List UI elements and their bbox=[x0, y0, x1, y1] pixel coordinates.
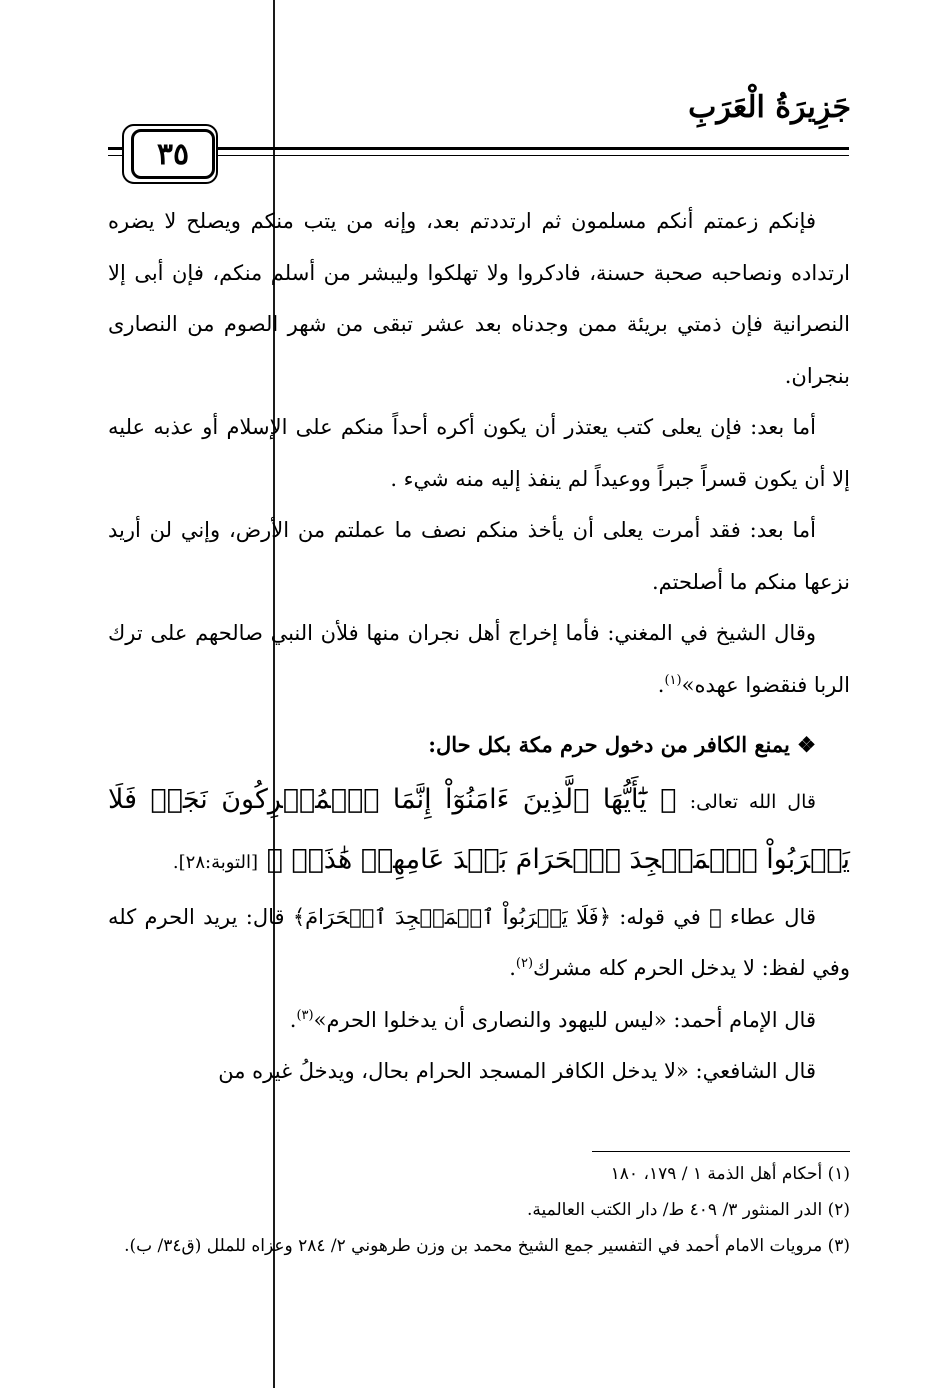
quran-verse: ﴿ يَٰٓأَيُّهَا ٱلَّذِينَ ءَامَنُوٓاْ إِنَّمَا ٱلۡمُشۡرِكُونَ نَجَسٞ فَلَا يَقۡرَبُواْ ٱلۡمَسۡجِدَ ٱلۡحَرَامَ بَعۡدَ عَامِهِمۡ هَٰذَاۚ ﴾ bbox=[108, 783, 850, 875]
footnote-ref: (٣) bbox=[296, 1007, 314, 1023]
footnote: (٢) الدر المنثور ٣/ ٤٠٩ ط/ دار الكتب العالمية. bbox=[527, 1200, 850, 1220]
footnote-separator bbox=[592, 1151, 850, 1152]
quran-intro: قال الله تعالى: bbox=[689, 790, 816, 813]
paragraph-text: قال الإمام أحمد: «ليس لليهود والنصارى أن يدخلوا الحرم» bbox=[313, 1007, 816, 1032]
paragraph: أما بعد: فقد أمرت يعلى أن يأخذ منكم نصف ما عملتم من الأرض، وإني لن أريد نزعها منكم ما أصلحتم. bbox=[108, 518, 850, 594]
paragraph-end: . bbox=[657, 672, 665, 697]
paragraph: قال الشافعي: «لا يدخل الكافر المسجد الحرام بحال، ويدخلُ غيره من bbox=[218, 1059, 816, 1083]
header-rule-thick bbox=[216, 147, 849, 150]
paragraph-end: . bbox=[509, 956, 516, 980]
book-title: جَزِيرَةُ الْعَرَبِ bbox=[688, 90, 851, 125]
header-rule-left-thick bbox=[108, 147, 122, 150]
paragraph: أما بعد: فإن يعلى كتب يعتذر أن يكون أكره أحداً منكم على الإسلام أو عذبه عليه إلا أن يكون قسراً جبراً ووعيداً لم ينفذ إليه منه شيء . bbox=[108, 415, 850, 491]
paragraph bbox=[108, 892, 850, 995]
paragraph-end: . bbox=[289, 1007, 297, 1032]
paragraph-text: قال عطاء ﷺ في قوله: ﴿فَلَا يَقۡرَبُواْ ٱلۡمَسۡجِدَ ٱلۡحَرَامَ﴾ قال: يريد الحرم كله وفي لفظ: لا يدخل الحرم كله مشرك bbox=[108, 904, 850, 980]
quran-reference: [التوبة:٢٨]. bbox=[172, 851, 258, 873]
paragraph bbox=[108, 608, 850, 711]
header-rule-thin bbox=[216, 155, 849, 156]
section-heading: ❖ يمنع الكافر من دخول حرم مكة بكل حال: bbox=[428, 732, 816, 757]
paragraph bbox=[108, 995, 850, 1047]
quran-verse-paragraph bbox=[108, 771, 850, 892]
header-rule-left-thin bbox=[108, 155, 122, 156]
footnote: (١) أحكام أهل الذمة ١ / ١٧٩، ١٨٠ bbox=[610, 1164, 850, 1184]
footnote-ref: (١) bbox=[664, 672, 682, 688]
main-text bbox=[108, 196, 850, 1098]
footnote: (٣) مرويات الامام أحمد في التفسير جمع الشيخ محمد بن وزن طرهوني ٢/ ٢٨٤ وعزاه للملل (ق٣٤/ ب). bbox=[124, 1236, 850, 1256]
footnote-ref: (٢) bbox=[515, 956, 534, 971]
page-number: ٣٥ bbox=[131, 129, 215, 179]
footnotes bbox=[108, 1156, 850, 1264]
paragraph: فإنكم زعمتم أنكم مسلمون ثم ارتددتم بعد، وإنه من يتب منكم ويصلح لا يضره ارتداده ونصاحبه صحبة حسنة، فادكروا ولا تهلكوا وليبشر من أسلم منكم، فإن أبى إلا النصرانية فإن ذمتي بريئة ممن وجدناه بعد عشر تبقى من شهر الصوم من النصارى بنجران. bbox=[108, 209, 850, 388]
paragraph-text: وقال الشيخ في المغني: فأما إخراج أهل نجران منها فلأن النبي صالحهم على ترك الربا فنقضوا عهده» bbox=[108, 621, 850, 697]
